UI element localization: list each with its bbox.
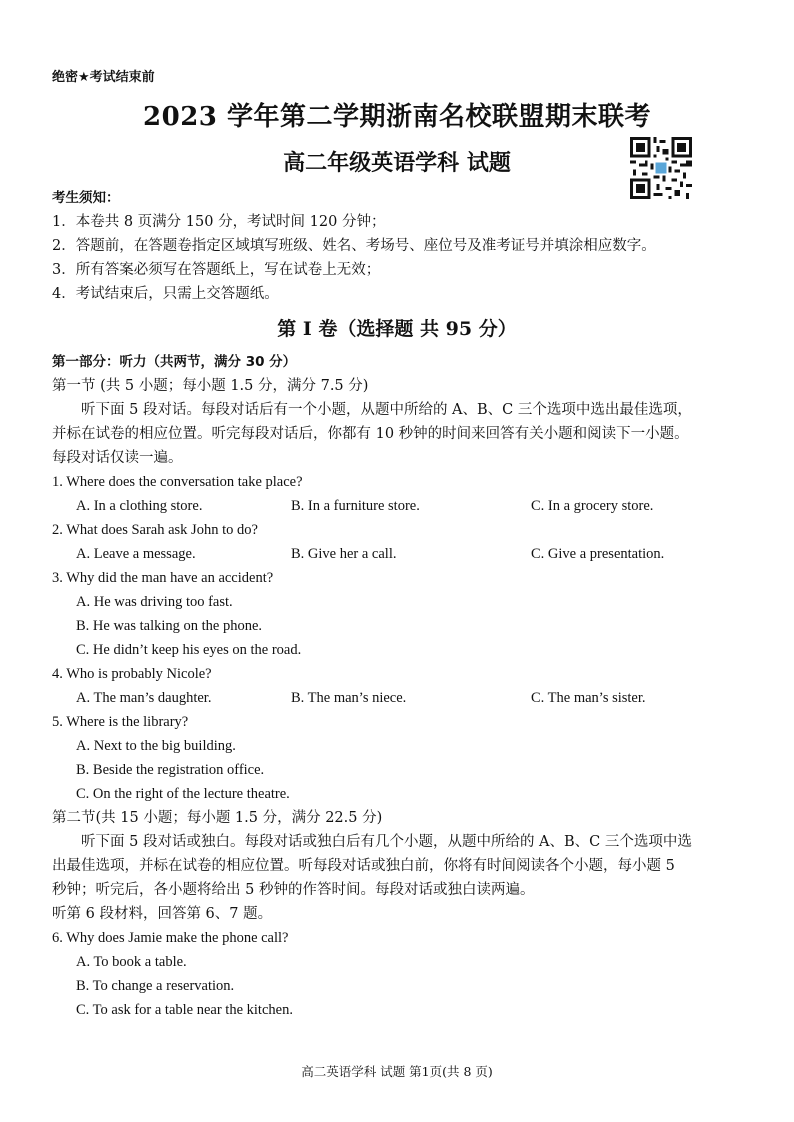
option-b: B. The man’s niece.	[291, 690, 407, 706]
option-c: C. The man’s sister.	[531, 690, 646, 706]
option-a: A. The man’s daughter.	[76, 690, 212, 706]
page-footer: 高二英语学科 试题 第1页(共 8 页)	[301, 1064, 493, 1079]
question-stem: 4. Who is probably Nicole?	[52, 666, 212, 682]
section2-heading: 第二节(共 15 小题；每小题 1.5 分，满分 22.5 分)	[52, 810, 383, 826]
option-c: C. Give a presentation.	[531, 546, 665, 562]
confidential-label: 绝密★考试结束前	[52, 70, 155, 85]
option-a: A. He was driving too fast.	[76, 594, 233, 610]
question-stem: 3. Why did the man have an accident?	[52, 570, 274, 586]
section2-instructions: 秒钟；听完后，各小题将给出 5 秒钟的作答时间。每段对话或独白读两遍。	[52, 882, 535, 898]
exam-subtitle: 高二年级英语学科 试题	[283, 150, 511, 176]
notice-section	[52, 186, 742, 306]
section1-instructions: 听下面 5 段对话。每段对话后有一个小题，从题中所给的 A、B、C 三个选项中选出最佳选项，	[81, 402, 692, 418]
section1-instructions: 并标在试卷的相应位置。听完每段对话后，你都有 10 秒钟的时间来回答有关小题和阅读下一小题。	[52, 426, 689, 442]
notice-item: 4．考试结束后，只需上交答题纸。	[52, 286, 279, 302]
question-2	[52, 518, 742, 566]
volume-title: 第 I 卷（选择题 共 95 分）	[277, 318, 517, 340]
option-c: C. To ask for a table near the kitchen.	[76, 1002, 293, 1018]
question-3	[52, 566, 742, 662]
question-4	[52, 662, 742, 710]
option-b: B. To change a reservation.	[76, 978, 235, 994]
option-b: B. In a furniture store.	[291, 498, 420, 514]
question-stem: 5. Where is the library?	[52, 714, 189, 730]
section2-instructions: 听下面 5 段对话或独白。每段对话或独白后有几个小题，从题中所给的 A、B、C 三个选项中选	[81, 834, 692, 850]
material-6-note: 听第 6 段材料，回答第 6、7 题。	[52, 906, 273, 922]
question-stem: 6. Why does Jamie make the phone call?	[52, 930, 289, 946]
question-stem: 1. Where does the conversation take place?	[52, 474, 303, 490]
option-a: A. Leave a message.	[76, 546, 196, 562]
option-a: A. In a clothing store.	[76, 498, 203, 514]
option-c: C. He didn’t keep his eyes on the road.	[76, 642, 302, 658]
question-1	[52, 470, 742, 518]
option-a: A. To book a table.	[76, 954, 187, 970]
option-b: B. Give her a call.	[291, 546, 397, 562]
section2-instructions: 出最佳选项，并标在试卷的相应位置。听每段对话或独白前，你将有时间阅读各个小题，每小题 5	[52, 858, 675, 874]
listening-part	[52, 350, 742, 1022]
notice-item: 2．答题前，在答题卷指定区域填写班级、姓名、考场号、座位号及准考证号并填涂相应数字。	[52, 238, 656, 254]
part1-heading: 第一部分：听力（共两节，满分 30 分）	[52, 354, 297, 370]
section1-instructions: 每段对话仅读一遍。	[52, 450, 183, 466]
notice-item: 3．所有答案必须写在答题纸上，写在试卷上无效；	[52, 262, 381, 278]
section1-heading: 第一节 (共 5 小题；每小题 1.5 分，满分 7.5 分)	[52, 378, 369, 394]
option-a: A. Next to the big building.	[76, 738, 236, 754]
option-c: C. On the right of the lecture theatre.	[76, 786, 290, 802]
option-c: C. In a grocery store.	[531, 498, 654, 514]
notice-heading: 考生须知：	[52, 190, 120, 206]
question-5	[52, 710, 742, 806]
exam-title: 2023 学年第二学期浙南名校联盟期末联考	[143, 102, 651, 132]
question-stem: 2. What does Sarah ask John to do?	[52, 522, 258, 538]
option-b: B. He was talking on the phone.	[76, 618, 263, 634]
question-6	[52, 926, 742, 1022]
option-b: B. Beside the registration office.	[76, 762, 265, 778]
notice-item: 1．本卷共 8 页满分 150 分，考试时间 120 分钟；	[52, 214, 386, 230]
